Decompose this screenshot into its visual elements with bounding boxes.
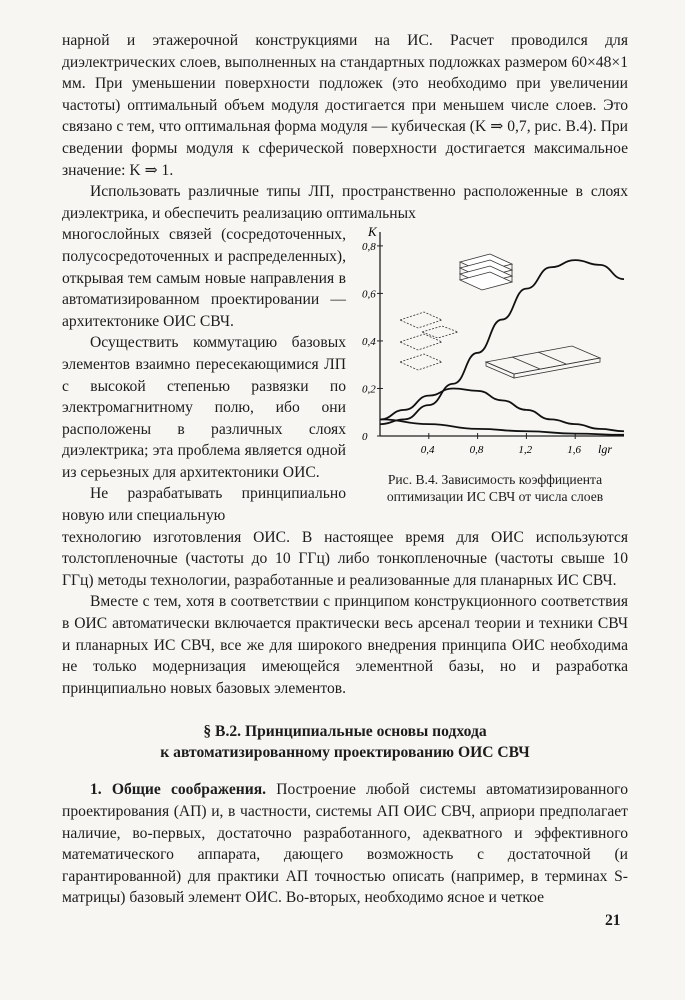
y-tick-label: 0,4: [362, 336, 376, 349]
paragraph-4-start: Не разрабатывать принципиально новую или специальную: [62, 485, 346, 525]
y-tick-label: 0,2: [362, 383, 376, 396]
paragraph-5: Вместе с тем, хотя в соответствии с принципом конструкционного соответствия в ОИС автоматически включается практически весь арсенал теории и техники СВЧ и планарных ИС СВЧ, все же для широкого внедрения принципа ОИС необходима не только модернизация имеющейся элементной базы, но и разработка принципиально новых базовых элементов.: [62, 593, 628, 697]
series-lines: [380, 260, 624, 435]
y-tick-label: 0,6: [362, 288, 376, 301]
figure-chart: [362, 224, 628, 464]
section-heading: [62, 721, 628, 763]
paragraph-2-wrap: многослойных связей (сосредоточенных, полусосредоточенных и распределенных), открывая тем самым новые направления в автоматизированном проектировании — архитектонике ОИС СВЧ.: [62, 226, 346, 330]
x-tick-label: 0,4: [420, 444, 435, 457]
paragraph-6-lead: 1. Общие соображения.: [90, 781, 267, 799]
paragraph-2-start: Использовать различные типы ЛП, пространственно расположенные в слоях диэлектрика, и обеспечить реализацию оптимальных: [62, 183, 628, 222]
wrapped-text-column: [62, 224, 346, 526]
paragraph-1: нарной и этажерочной конструкциями на ИС. Расчет проводился для диэлектрических слоев, выполненных на стандартных подложках размером 60×48×1 мм. При уменьшении поверхности подложек (это необходимо при увеличении частоты) оптимальный объем модуля достигается при меньшем числе слоев. Это связано с тем, что оптимальная форма модуля — кубическая (K ⇒ 0,7, рис. В.4). При сведении формы модуля к сферической поверхности достигается максимальное значение: K ⇒ 1.: [62, 32, 628, 179]
y-tick-label: 0,8: [362, 241, 376, 254]
figure-b4: [362, 224, 628, 505]
stack-module-sketch: [400, 312, 458, 370]
caption-line-1: Рис. В.4. Зависимость коэффициента: [387, 472, 603, 488]
caption-line-2: оптимизации ИС СВЧ от числа слоев: [386, 489, 604, 505]
page-body: [62, 30, 628, 909]
section-heading-line-2: к автоматизированному проектированию ОИС СВЧ: [160, 744, 530, 762]
y-axis-label: K: [368, 224, 377, 240]
paragraph-6: [62, 779, 628, 909]
page-number: 21: [605, 912, 621, 929]
paragraph-4-end: технологию изготовления ОИС. В настоящее время для ОИС используются толстопленочные (частоты до 10 ГГц) либо тонкопленочные (частоты свыше 10 ГГц) методы технологии, разработанные и реализованные для планарных ИС СВЧ.: [62, 528, 628, 589]
cube-module-sketch: [460, 254, 512, 290]
planar-module-sketch: [486, 346, 600, 378]
x-tick-label: 0,8: [469, 444, 484, 457]
figure-caption: [362, 471, 628, 505]
x-tick-label: 1,6: [567, 444, 581, 457]
series-line: [380, 389, 624, 432]
paragraph-6-text: Построение любой системы автоматизированного проектирования (АП) и, в частности, системы АП ОИС СВЧ, априори предполагает наличие, во-первых, достаточно разработанного, адекватного и эффективного математического аппарата, дающего возможность с достаточной (и гарантированной) для практики АП точностью описать (например, в терминах S-матрицы) базовый элемент ОИС. Во-вторых, необходимо ясное и четкое: [62, 781, 628, 907]
y-tick-label: 0: [362, 431, 368, 444]
section-heading-line-1: § В.2. Принципиальные основы подхода: [203, 723, 487, 741]
paragraph-3: Осуществить коммутацию базовых элементов взаимно пересекающимися ЛП с высокой степенью развязки по электромагнитному полю, ибо они расположены в различных слоях диэлектрика; эта проблема является одной из серьезных для архитектоники ОИС.: [62, 334, 346, 481]
x-axis-label: lgr: [598, 442, 613, 457]
x-tick-label: 1,2: [518, 444, 533, 457]
